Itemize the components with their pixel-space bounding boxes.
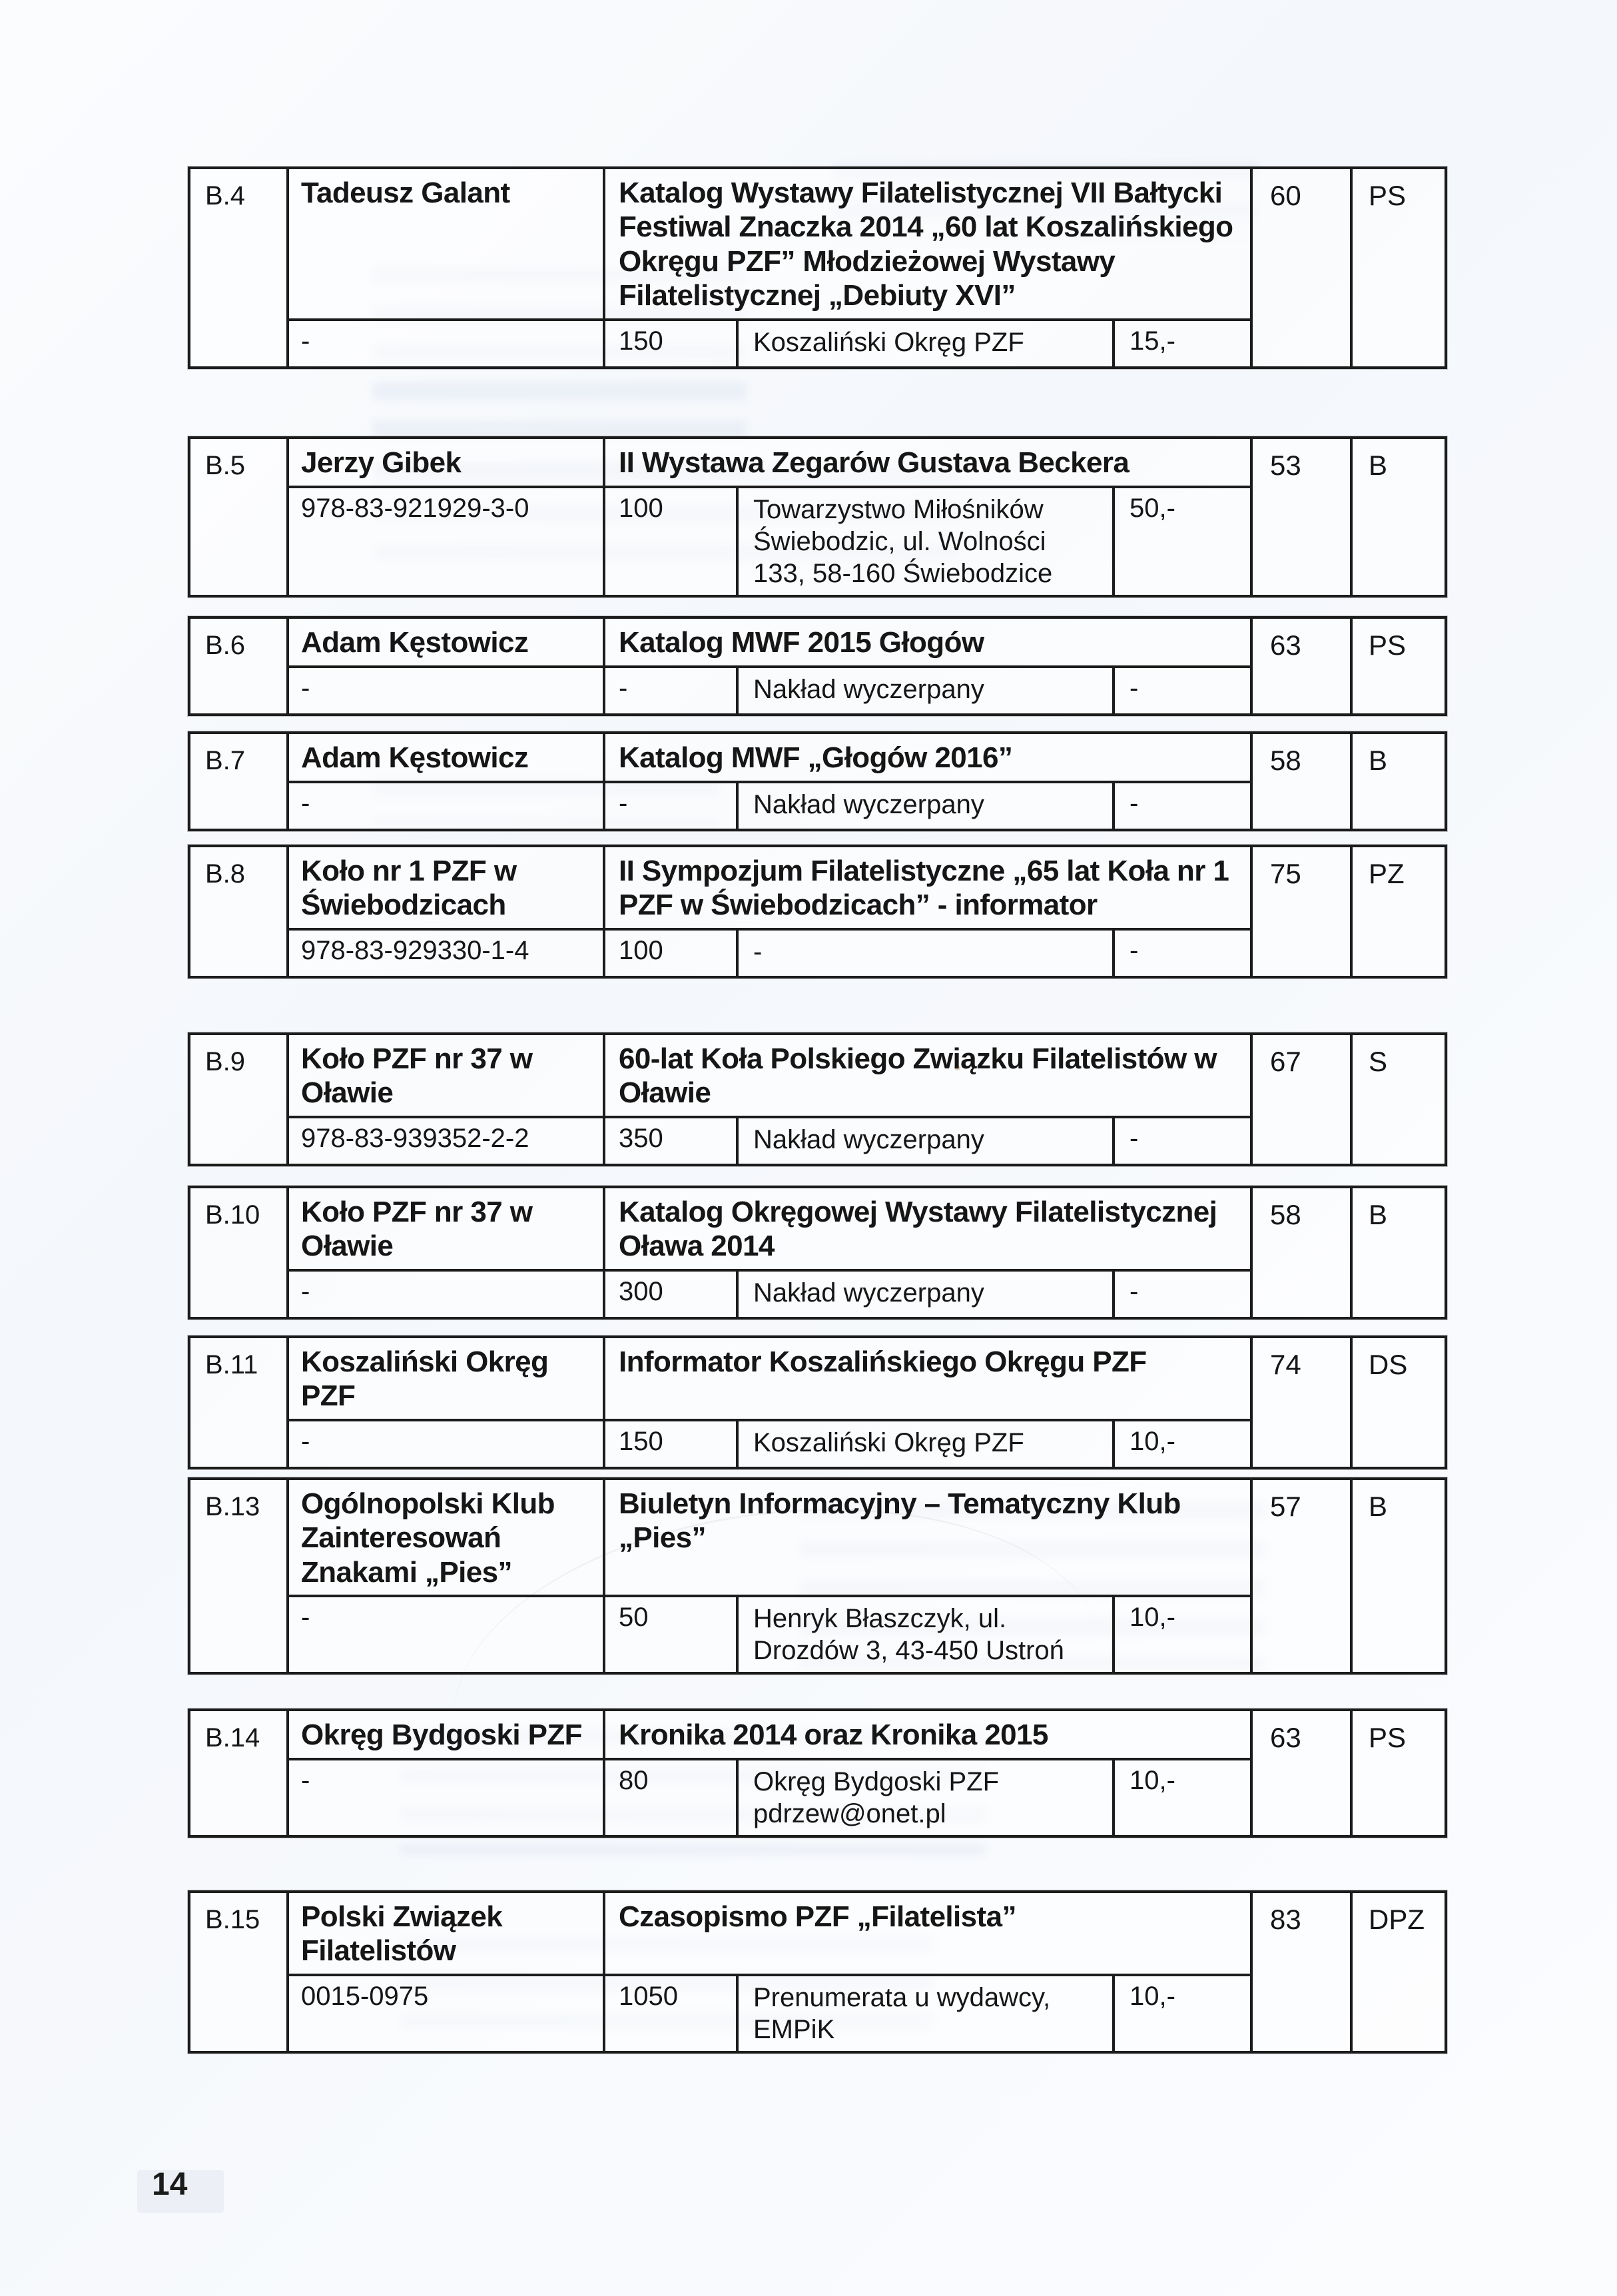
- entry-points: 63: [1253, 1711, 1353, 1835]
- entry-isbn: -: [289, 1760, 605, 1835]
- entry-isbn: 978-83-929330-1-4: [289, 931, 605, 976]
- entry-isbn: 0015-0975: [289, 1976, 605, 2051]
- page-number: 14: [152, 2167, 188, 2202]
- entry-detail-row: [289, 1269, 1250, 1317]
- entry-author: Koło PZF nr 37 w Oławie: [289, 1035, 605, 1116]
- entry-detail-row: [289, 1974, 1250, 2051]
- entry-price: -: [1130, 789, 1139, 818]
- entry-id: B.7: [190, 734, 289, 829]
- catalog-entry-b7: [188, 731, 1447, 831]
- entry-distribution: Nakład wyczerpany: [739, 668, 1115, 713]
- entry-title: Katalog MWF „Głogów 2016”: [619, 741, 1013, 774]
- entry-header-row: [289, 1338, 1250, 1419]
- entry-detail-row: [289, 486, 1250, 595]
- entry-isbn: -: [289, 668, 605, 713]
- entry-title: Katalog Okręgowej Wystawy Filatelistycznej Oława 2014: [619, 1196, 1217, 1263]
- entry-points: 75: [1253, 847, 1353, 976]
- entry-medal: PS: [1369, 629, 1407, 661]
- entry-detail-row: [289, 1595, 1250, 1672]
- entry-isbn: -: [289, 1421, 605, 1467]
- entry-title: Biuletyn Informacyjny – Tematyczny Klub „Pies”: [619, 1487, 1181, 1555]
- entry-detail-row: [289, 318, 1250, 366]
- catalog-entry-b5: [188, 436, 1447, 597]
- entry-id: B.4: [190, 169, 289, 366]
- entry-medal: PS: [1369, 180, 1407, 211]
- entry-circulation: 50: [605, 1597, 739, 1672]
- entry-circulation: 150: [605, 321, 739, 366]
- catalog-entry-b15: [188, 1890, 1447, 2054]
- entry-medal: DS: [1369, 1349, 1408, 1380]
- entry-price: 50,-: [1130, 494, 1175, 523]
- catalog-entry-b8: [188, 845, 1447, 978]
- catalog-entry-b9: [188, 1032, 1447, 1166]
- entry-isbn: 978-83-921929-3-0: [289, 488, 605, 595]
- entry-title: Czasopismo PZF „Filatelista”: [619, 1900, 1016, 1933]
- entry-header-row: [289, 847, 1250, 928]
- entry-title: Informator Koszalińskiego Okręgu PZF: [619, 1345, 1147, 1378]
- entry-main: [289, 619, 1253, 713]
- catalog-entry-b6: [188, 616, 1447, 716]
- entry-circulation: 100: [605, 931, 739, 976]
- entry-circulation: 80: [605, 1760, 739, 1835]
- entry-detail-row: [289, 781, 1250, 829]
- entry-author: Koło PZF nr 37 w Oławie: [289, 1188, 605, 1269]
- entry-distribution: Nakład wyczerpany: [739, 783, 1115, 829]
- entry-main: [289, 169, 1253, 366]
- entry-author: Okręg Bydgoski PZF: [289, 1711, 605, 1758]
- entry-points: 58: [1253, 734, 1353, 829]
- entry-distribution: Henryk Błaszczyk, ul. Drozdów 3, 43-450 Ustroń: [739, 1597, 1115, 1672]
- entry-price: 10,-: [1130, 1766, 1175, 1795]
- entry-main: [289, 1035, 1253, 1164]
- entry-id: B.14: [190, 1711, 289, 1835]
- entry-title: II Sympozjum Filatelistyczne „65 lat Koła nr 1 PZF w Świebodzicach” - informator: [619, 855, 1229, 922]
- entry-main: [289, 1893, 1253, 2051]
- entry-detail-row: [289, 665, 1250, 713]
- entry-author: Polski Związek Filatelistów: [289, 1893, 605, 1974]
- catalog-entry-b13: [188, 1477, 1447, 1675]
- entry-circulation: 300: [605, 1272, 739, 1317]
- entry-isbn: -: [289, 1272, 605, 1317]
- entry-header-row: [289, 169, 1250, 318]
- entry-detail-row: [289, 1419, 1250, 1467]
- entry-distribution: Koszaliński Okręg PZF: [739, 321, 1115, 366]
- entry-price: -: [1130, 935, 1139, 965]
- entry-medal: DPZ: [1369, 1904, 1425, 1935]
- entry-title: Katalog MWF 2015 Głogów: [619, 626, 984, 659]
- entry-author: Adam Kęstowicz: [289, 619, 605, 665]
- entry-author: Koszaliński Okręg PZF: [289, 1338, 605, 1419]
- entry-distribution: -: [739, 931, 1115, 976]
- entry-medal: S: [1369, 1046, 1388, 1077]
- entry-author: Adam Kęstowicz: [289, 734, 605, 781]
- entry-points: 53: [1253, 439, 1353, 595]
- entry-isbn: 978-83-939352-2-2: [289, 1118, 605, 1164]
- entry-price: -: [1130, 1123, 1139, 1153]
- entry-main: [289, 439, 1253, 595]
- entry-header-row: [289, 439, 1250, 486]
- entry-distribution: Prenumerata u wydawcy, EMPiK: [739, 1976, 1115, 2051]
- entry-detail-row: [289, 928, 1250, 976]
- entry-price: 10,-: [1130, 1603, 1175, 1633]
- entry-title: II Wystawa Zegarów Gustava Beckera: [619, 446, 1130, 479]
- entry-header-row: [289, 1480, 1250, 1595]
- entry-circulation: 150: [605, 1421, 739, 1467]
- entry-id: B.15: [190, 1893, 289, 2051]
- entry-detail-row: [289, 1758, 1250, 1835]
- entry-main: [289, 734, 1253, 829]
- entry-main: [289, 1480, 1253, 1672]
- entry-id: B.13: [190, 1480, 289, 1672]
- entry-title: Katalog Wystawy Filatelistycznej VII Bałtycki Festiwal Znaczka 2014 „60 lat Koszalińskiego Okręgu PZF” Młodzieżowej Wystawy Filatelistycznej „Debiuty XVI”: [619, 177, 1233, 312]
- entry-medal: B: [1369, 1199, 1388, 1230]
- entry-distribution: Koszaliński Okręg PZF: [739, 1421, 1115, 1467]
- entry-circulation: -: [605, 668, 739, 713]
- entry-isbn: -: [289, 1597, 605, 1672]
- catalog-entry-b11: [188, 1336, 1447, 1469]
- entry-title: 60-lat Koła Polskiego Związku Filatelistów w Oławie: [619, 1042, 1217, 1110]
- entry-points: 57: [1253, 1480, 1353, 1672]
- entry-points: 83: [1253, 1893, 1353, 2051]
- entry-points: 74: [1253, 1338, 1353, 1467]
- entry-id: B.5: [190, 439, 289, 595]
- entry-id: B.10: [190, 1188, 289, 1317]
- entry-header-row: [289, 734, 1250, 781]
- entry-header-row: [289, 1711, 1250, 1758]
- entry-detail-row: [289, 1116, 1250, 1164]
- entry-id: B.11: [190, 1338, 289, 1467]
- entry-price: 15,-: [1130, 326, 1175, 356]
- entry-distribution: Okręg Bydgoski PZF pdrzew@onet.pl: [739, 1760, 1115, 1835]
- entry-distribution: Nakład wyczerpany: [739, 1118, 1115, 1164]
- entry-author: Koło nr 1 PZF w Świebodzicach: [289, 847, 605, 928]
- entry-circulation: 100: [605, 488, 739, 595]
- entry-distribution: Nakład wyczerpany: [739, 1272, 1115, 1317]
- entry-points: 60: [1253, 169, 1353, 366]
- entry-circulation: 350: [605, 1118, 739, 1164]
- entry-points: 58: [1253, 1188, 1353, 1317]
- entry-header-row: [289, 1893, 1250, 1974]
- entry-id: B.6: [190, 619, 289, 713]
- catalog-entry-b10: [188, 1186, 1447, 1320]
- entry-price: 10,-: [1130, 1981, 1175, 2011]
- entry-main: [289, 1711, 1253, 1835]
- entry-header-row: [289, 1188, 1250, 1269]
- entry-main: [289, 1188, 1253, 1317]
- entry-price: -: [1130, 673, 1139, 703]
- entry-id: B.9: [190, 1035, 289, 1164]
- entry-author: Ogólnopolski Klub Zainteresowań Znakami „Pies”: [289, 1480, 605, 1595]
- entry-medal: PZ: [1369, 858, 1405, 889]
- entry-points: 63: [1253, 619, 1353, 713]
- entry-price: 10,-: [1130, 1426, 1175, 1456]
- entry-medal: B: [1369, 1491, 1388, 1522]
- entry-points: 67: [1253, 1035, 1353, 1164]
- entry-circulation: 1050: [605, 1976, 739, 2051]
- catalog-entry-b4: [188, 167, 1447, 369]
- entry-author: Jerzy Gibek: [289, 439, 605, 486]
- entry-medal: B: [1369, 745, 1388, 776]
- entry-isbn: -: [289, 321, 605, 366]
- entry-distribution: Towarzystwo Miłośników Świebodzic, ul. Wolności 133, 58-160 Świebodzice: [739, 488, 1115, 595]
- entry-title: Kronika 2014 oraz Kronika 2015: [619, 1719, 1048, 1751]
- entry-medal: B: [1369, 450, 1388, 481]
- entry-id: B.8: [190, 847, 289, 976]
- entry-main: [289, 1338, 1253, 1467]
- catalog-entry-b14: [188, 1709, 1447, 1838]
- entry-header-row: [289, 619, 1250, 665]
- entry-circulation: -: [605, 783, 739, 829]
- entry-isbn: -: [289, 783, 605, 829]
- entry-price: -: [1130, 1276, 1139, 1306]
- entry-header-row: [289, 1035, 1250, 1116]
- entry-medal: PS: [1369, 1722, 1407, 1753]
- entry-author: Tadeusz Galant: [289, 169, 605, 318]
- entry-main: [289, 847, 1253, 976]
